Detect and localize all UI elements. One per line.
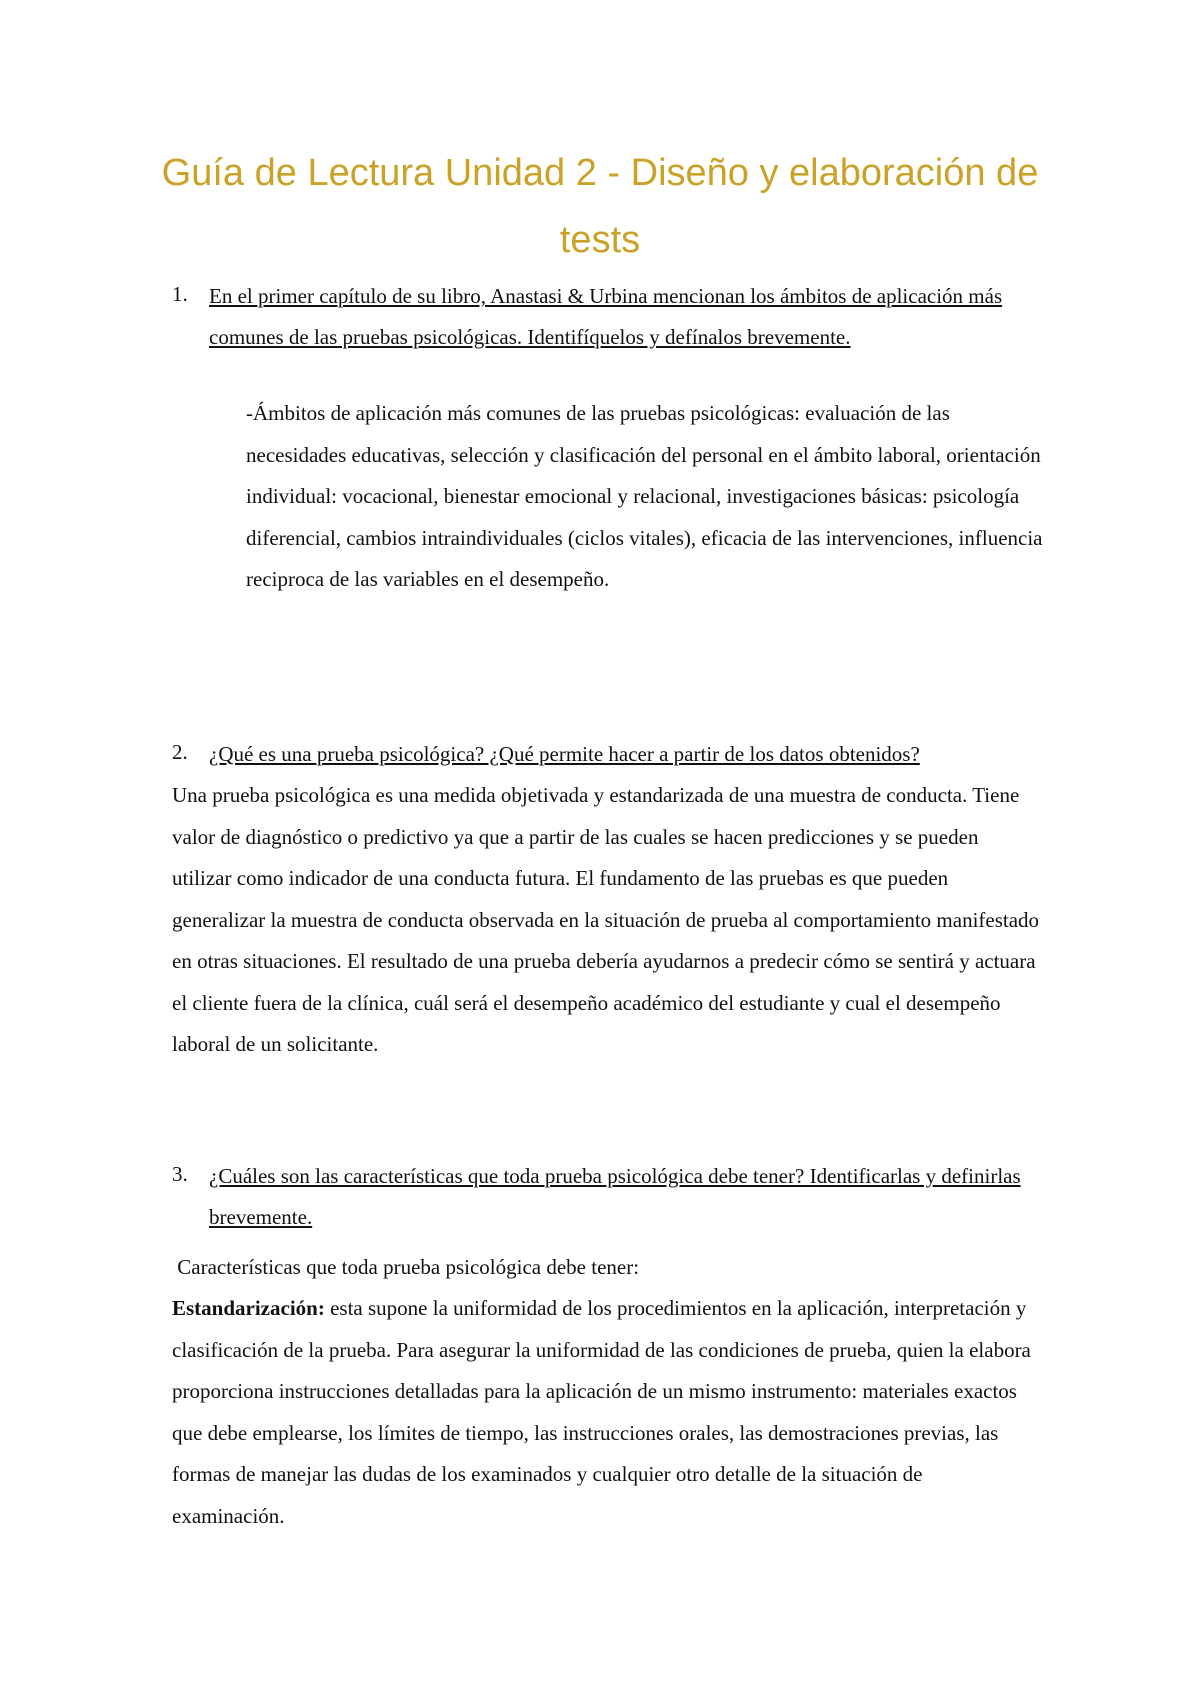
question-3-number: 3.	[172, 1162, 188, 1186]
question-2-text: ¿Qué es una prueba psicológica? ¿Qué permite hacer a partir de los datos obtenidos?	[209, 742, 920, 766]
answer-3-intro: Características que toda prueba psicológica debe tener:	[172, 1255, 640, 1279]
question-3-text: ¿Cuáles son las características que toda prueba psicológica debe tener? Identificarlas y definirlas brevemente.	[209, 1164, 1021, 1229]
answer-1-text: -Ámbitos de aplicación más comunes de las pruebas psicológicas: evaluación de las necesidades educativas, selección y clasificación del personal en el ámbito laboral, orientación individual: vocacional, bienestar emocional y relacional, investigaciones básicas: psicología diferencial, cambios intraindividuales (ciclos vitales), eficacia de las intervenciones, influencia reciproca de las variables en el desempeño.	[246, 401, 1043, 591]
question-1-number: 1.	[172, 282, 188, 306]
answer-3-term: Estandarización:	[172, 1296, 325, 1320]
answer-3-body	[172, 1288, 1040, 1537]
document-title: Guía de Lectura Unidad 2 - Diseño y elaboración de tests	[161, 152, 1039, 261]
question-1-text: En el primer capítulo de su libro, Anastasi & Urbina mencionan los ámbitos de aplicación más comunes de las pruebas psicológicas. Identifíquelos y defínalos brevemente.	[209, 284, 1003, 349]
question-2-number: 2.	[172, 740, 188, 764]
answer-2-text: Una prueba psicológica es una medida objetivada y estandarizada de una muestra de conducta. Tiene valor de diagnóstico o predictivo ya que a partir de las cuales se hacen predicciones y se pueden utilizar como indicador de una conducta futura. El fundamento de las pruebas es que pueden generalizar la muestra de conducta observada en la situación de prueba al comportamiento manifestado en otras situaciones. El resultado de una prueba debería ayudarnos a predecir cómo se sentirá y actuara el cliente fuera de la clínica, cuál será el desempeño académico del estudiante y cual el desempeño laboral de un solicitante.	[172, 783, 1040, 1056]
answer-3-definition: esta supone la uniformidad de los procedimientos en la aplicación, interpretación y clasificación de la prueba. Para asegurar la uniformidad de las condiciones de prueba, quien la elabora proporciona instrucciones detalladas para la aplicación de un mismo instrumento: materiales exactos que debe emplearse, los límites de tiempo, las instrucciones orales, las demostraciones previas, las formas de manejar las dudas de los examinados y cualquier otro detalle de la situación de examinación.	[172, 1296, 1031, 1528]
